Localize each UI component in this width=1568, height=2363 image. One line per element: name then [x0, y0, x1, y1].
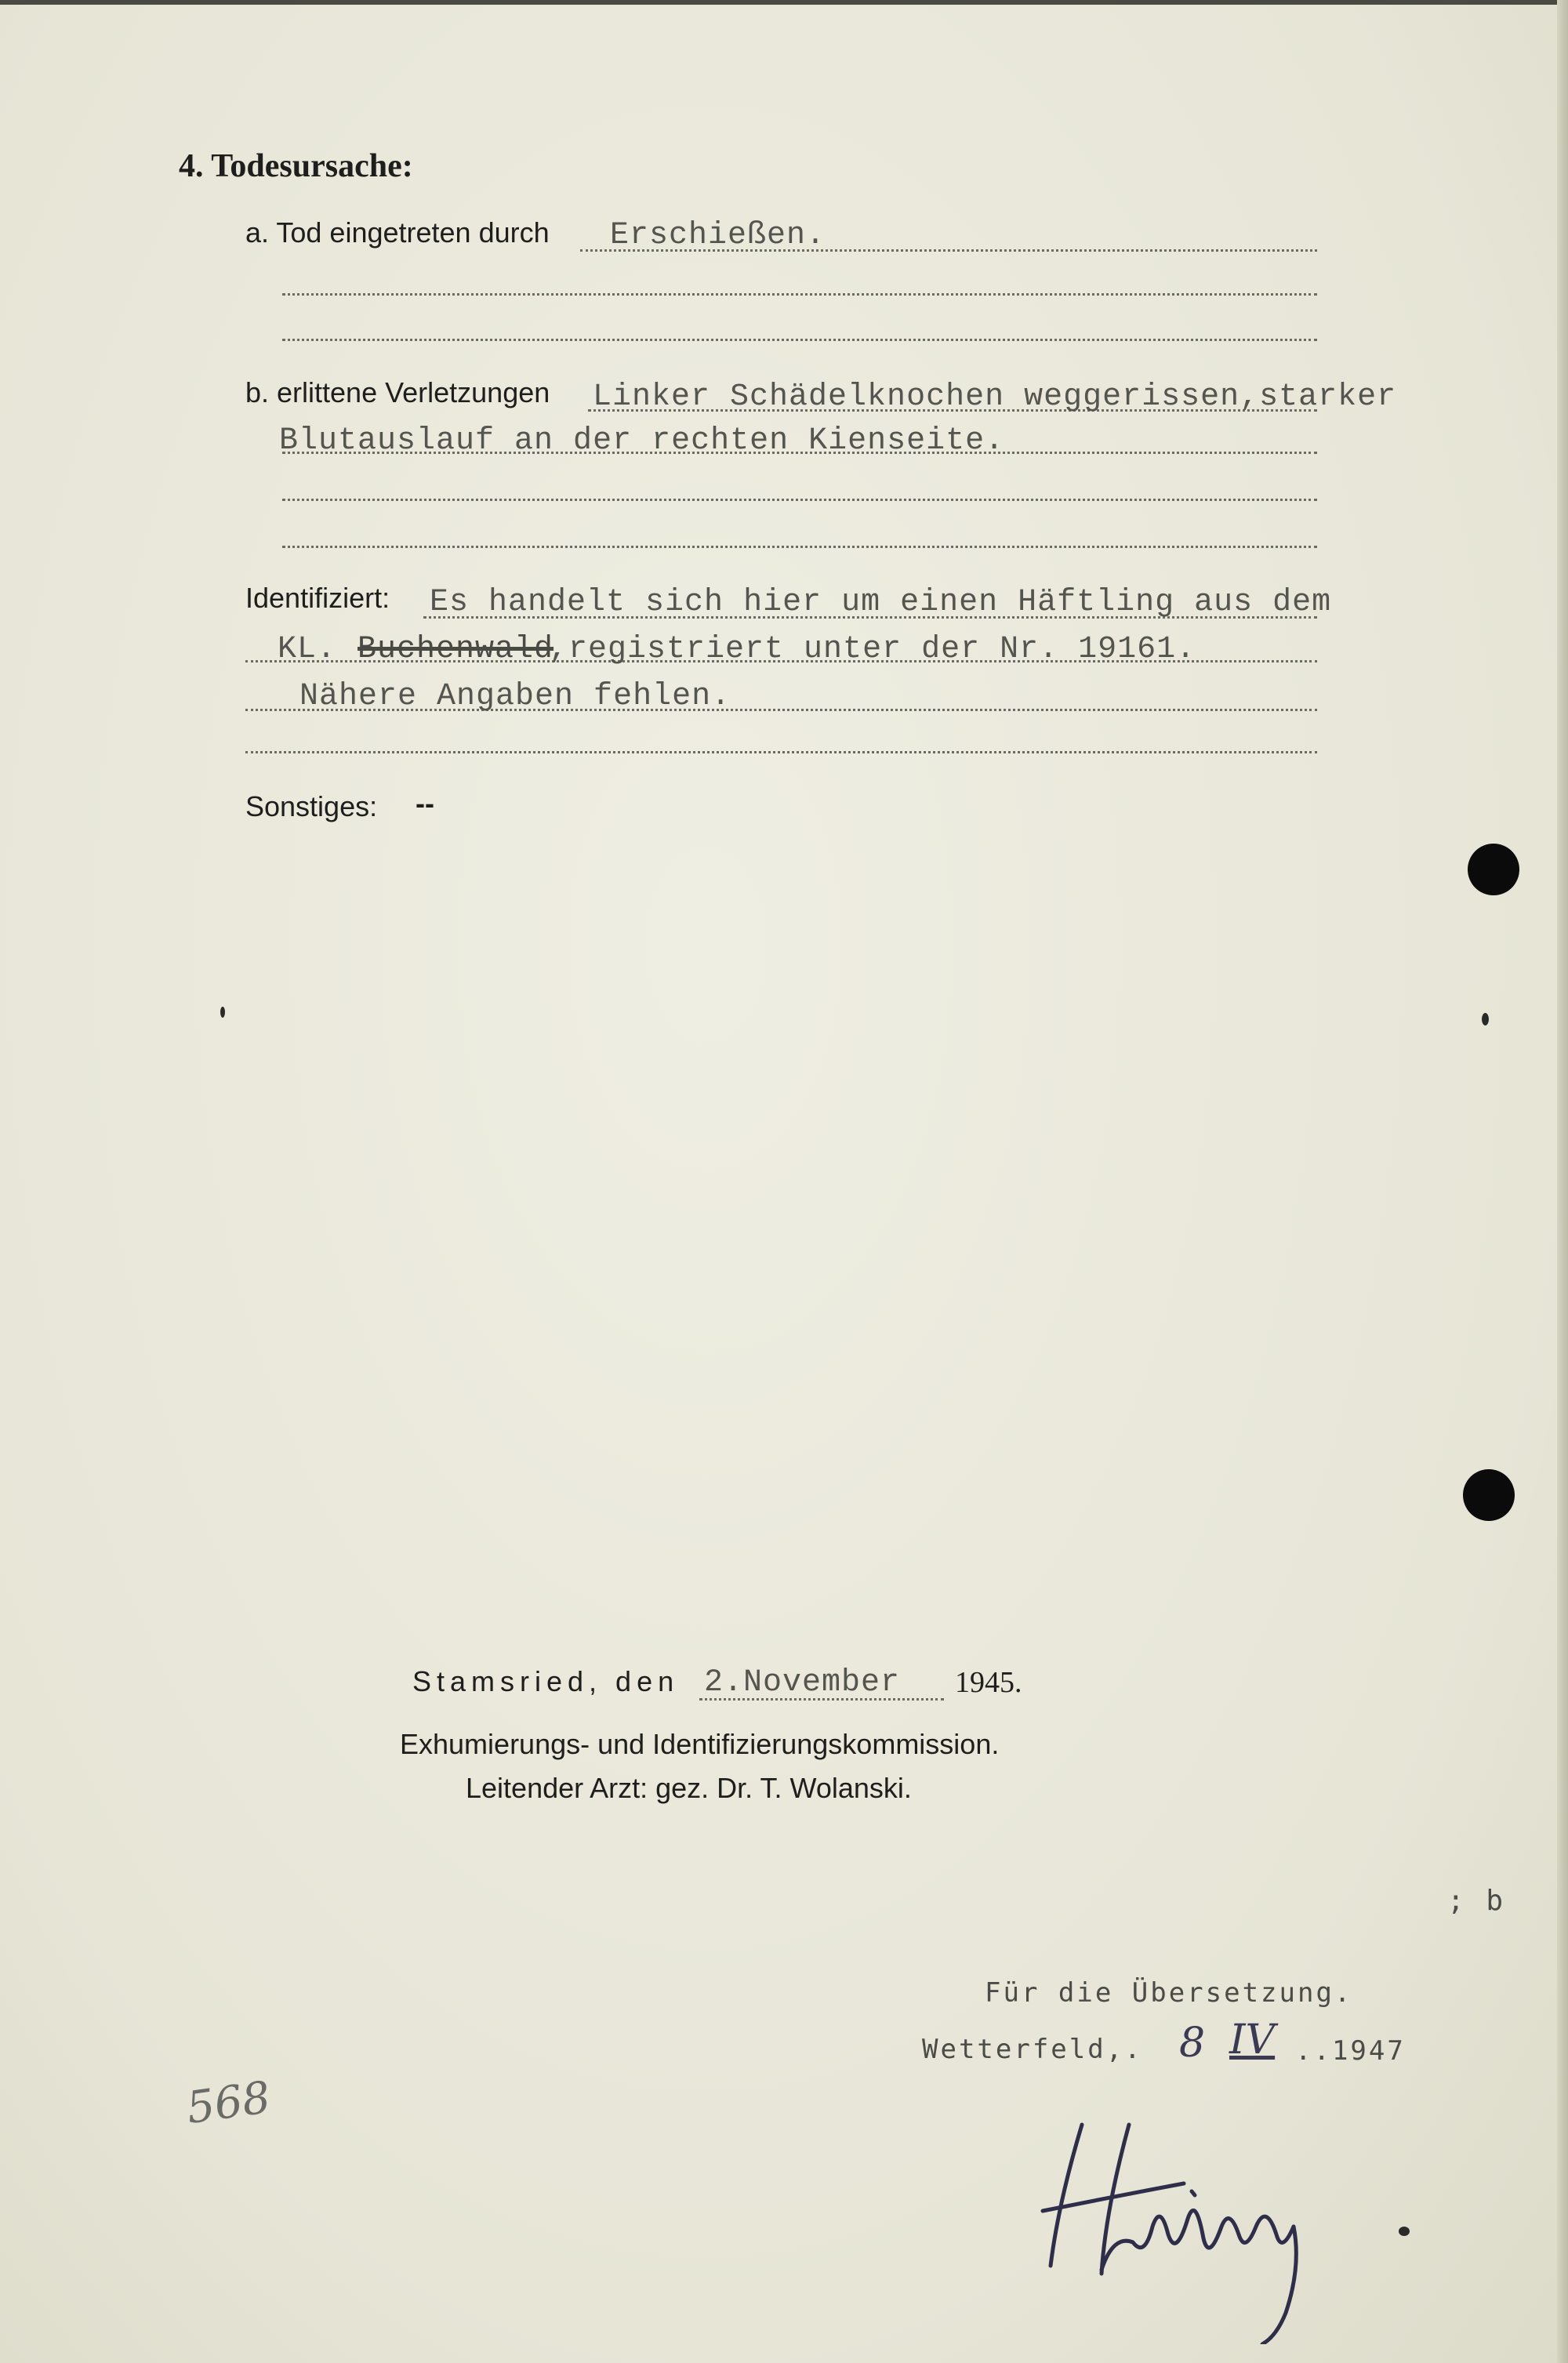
commission-name: Exhumierungs- und Identifizierungskommission.	[400, 1728, 1000, 1760]
translation-stamp-place: Wetterfeld,.	[922, 2034, 1143, 2065]
dotted-line	[245, 751, 1317, 753]
translation-day: 8	[1179, 2020, 1206, 2067]
dotted-line	[282, 499, 1317, 501]
cause-b-label: b. erlittene Verletzungen	[245, 376, 550, 408]
dotted-line	[282, 293, 1317, 296]
punch-hole	[1463, 1469, 1515, 1521]
date-year: 1945.	[955, 1666, 1022, 1699]
page-right-edge	[1557, 0, 1568, 2363]
ink-speck	[1482, 1013, 1489, 1025]
identified-line2-struck: Buchenwald	[358, 632, 554, 667]
cause-a-label: a. Tod eingetreten durch	[245, 216, 550, 249]
identified-line2-prefix: KL.	[278, 632, 337, 667]
identified-line2-rest: ,registriert unter der Nr. 19161.	[549, 632, 1196, 667]
pencil-page-number: 568	[183, 2071, 274, 2135]
cause-b-value-line1: Linker Schädelknochen weggerissen,starker	[593, 379, 1397, 415]
cause-b-value-line2: Blutauslauf an der rechten Kienseite.	[279, 423, 1005, 459]
identified-label: Identifiziert:	[245, 582, 390, 614]
page-top-edge	[0, 0, 1568, 5]
identified-line3: Nähere Angaben fehlen.	[299, 679, 731, 714]
date-value: 2.November	[704, 1665, 901, 1701]
place-date-prefix: Stamsried, den	[412, 1665, 680, 1697]
handwritten-signature	[1027, 2109, 1356, 2344]
translation-month: IV	[1229, 2016, 1276, 2064]
translation-year: ..1947	[1295, 2035, 1406, 2067]
dotted-line	[282, 546, 1317, 548]
doctor-signature-line: Leitender Arzt: gez. Dr. T. Wolanski.	[466, 1772, 912, 1804]
translation-stamp-line1: Für die Übersetzung.	[985, 1977, 1353, 2009]
cause-a-value: Erschießen.	[610, 218, 826, 253]
other-label: Sonstiges:	[245, 790, 378, 822]
punch-hole	[1468, 844, 1519, 895]
other-value: --	[416, 787, 434, 819]
ink-speck	[1399, 2227, 1410, 2236]
ink-speck	[220, 1007, 225, 1018]
margin-mark: ; b	[1447, 1885, 1506, 1917]
dotted-line	[282, 339, 1317, 341]
identified-line1: Es handelt sich hier um einen Häftling aus dem	[430, 585, 1332, 620]
section-heading: 4. Todesursache:	[179, 148, 413, 184]
